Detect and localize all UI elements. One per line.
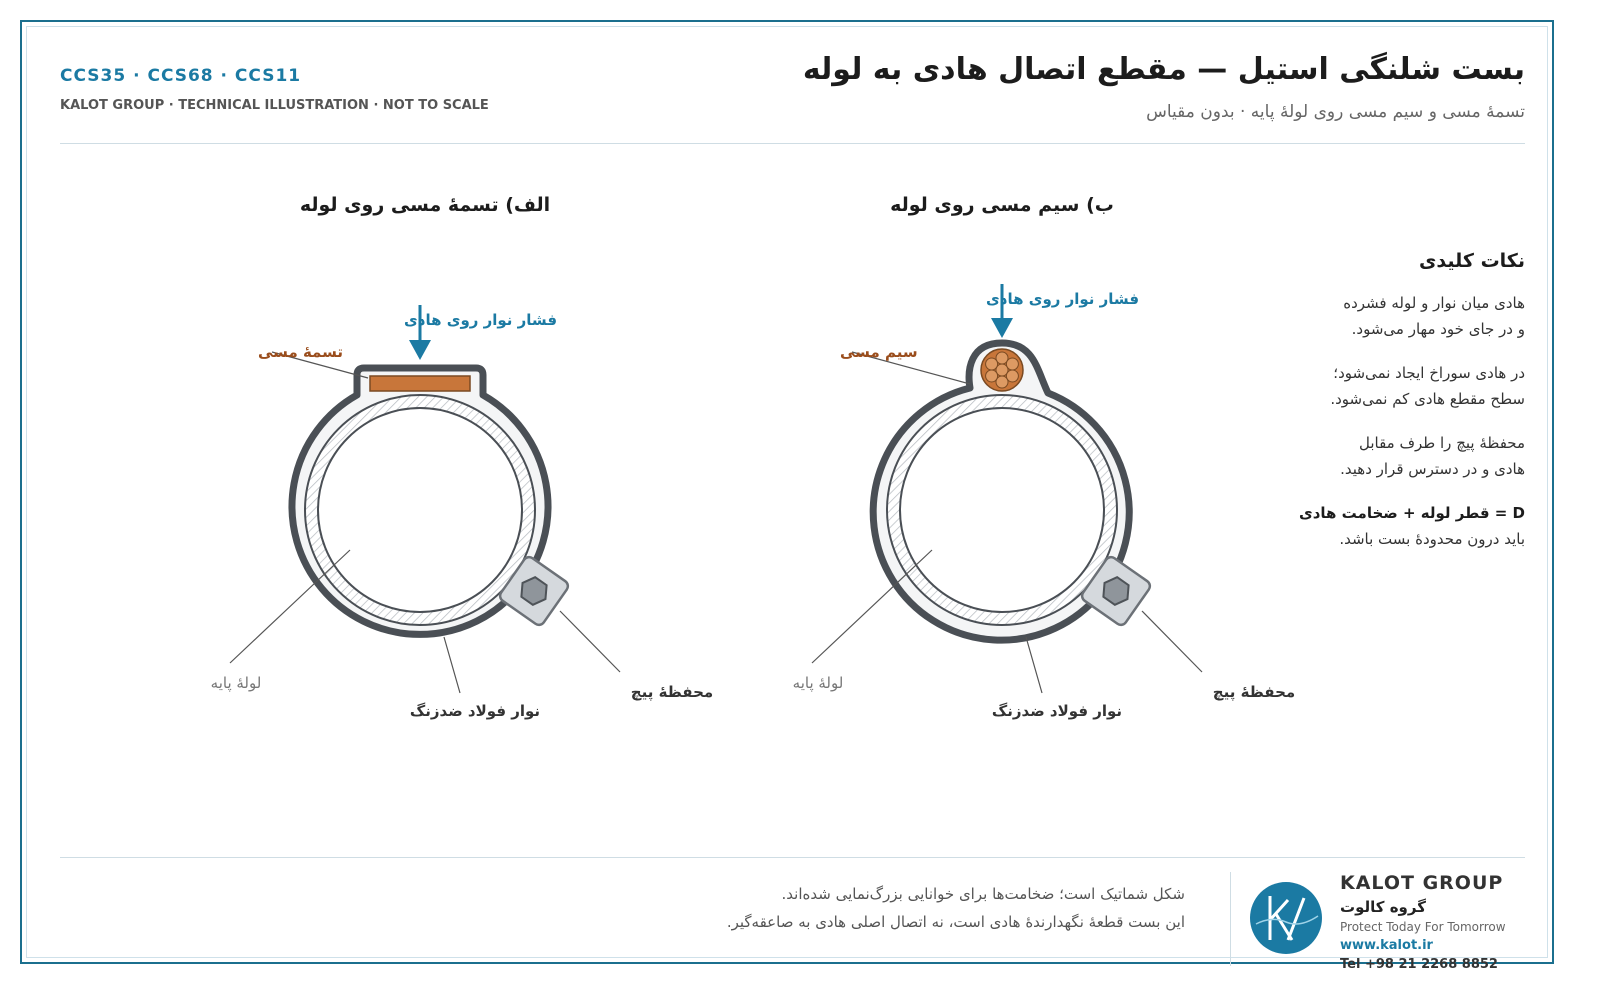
brand-name-en: KALOT GROUP xyxy=(1340,872,1504,894)
diagram-a-screw-label: محفظهٔ پیچ xyxy=(630,683,714,701)
note-line: و در جای خود مهار می‌شود. xyxy=(1351,320,1525,338)
note-item xyxy=(1265,430,1525,482)
diagram-a-pipe-label: لولهٔ پایه xyxy=(210,674,262,692)
arrow-down-icon xyxy=(991,318,1013,338)
diagram-a-band-label: نوار فولاد ضدزنگ xyxy=(409,702,541,720)
note-line: در هادی سوراخ ایجاد نمی‌شود؛ xyxy=(1333,364,1525,382)
diagram-b xyxy=(793,194,1296,720)
diagram-b-copper-label: سیم مسی xyxy=(840,343,918,361)
diagram-b-heading: ب) سیم مسی روی لوله xyxy=(890,194,1114,216)
diagram-b-screw-label: محفظهٔ پیچ xyxy=(1212,683,1296,701)
brand-phone: Tel +98 21 2268 8852 xyxy=(1340,957,1498,972)
diagram-b-pipe-bore xyxy=(900,408,1104,612)
note-line: هادی و در دسترس قرار دهید. xyxy=(1340,460,1525,478)
footer-line: این بست قطعهٔ نگهدارندهٔ هادی است، نه اتصال اصلی هادی به صاعقه‌گیر. xyxy=(726,913,1185,931)
note-formula: D = قطر لوله + ضخامت هادی xyxy=(1298,504,1525,522)
diagram-a xyxy=(211,194,714,720)
footer-notes xyxy=(727,880,1185,936)
note-line: هادی میان نوار و لوله فشرده xyxy=(1343,294,1525,312)
diagram-a-copper-label: تسمهٔ مسی xyxy=(258,343,343,361)
diagram-a-copper-strip xyxy=(370,376,470,391)
diagram-a-pipe-bore xyxy=(318,408,522,612)
key-notes xyxy=(1265,250,1525,570)
diagram-b-pressure-label: فشار نوار روی هادی xyxy=(986,290,1140,308)
footer-divider xyxy=(60,857,1525,858)
diagram-a-pressure-label: فشار نوار روی هادی xyxy=(404,311,558,329)
arrow-down-icon xyxy=(409,340,431,360)
diagram-a-heading: الف) تسمهٔ مسی روی لوله xyxy=(299,194,551,216)
kalot-logo-icon xyxy=(1248,880,1324,956)
brand-website-link[interactable]: www.kalot.ir xyxy=(1340,938,1433,953)
page-title: بست شلنگی استیل — مقطع اتصال هادی به لوله xyxy=(802,52,1525,87)
product-codes: CCS35 · CCS68 · CCS11 xyxy=(60,66,302,86)
brand-divider xyxy=(1230,872,1231,966)
note-line: باید درون محدودهٔ بست باشد. xyxy=(1339,530,1525,548)
header-tagline: KALOT GROUP · TECHNICAL ILLUSTRATION · NOT TO SCALE xyxy=(60,98,489,113)
diagram-b-band-label: نوار فولاد ضدزنگ xyxy=(991,702,1123,720)
note-line: سطح مقطع هادی کم نمی‌شود. xyxy=(1330,390,1525,408)
diagram-b-pipe-label: لولهٔ پایه xyxy=(792,674,844,692)
note-item xyxy=(1265,290,1525,342)
brand-slogan: Protect Today For Tomorrow xyxy=(1340,920,1506,934)
brand-name-fa: گروه کالوت xyxy=(1340,898,1426,916)
note-item xyxy=(1265,500,1525,552)
page-subtitle: تسمهٔ مسی و سیم مسی روی لولهٔ پایه · بدون مقیاس xyxy=(1146,102,1525,122)
note-item xyxy=(1265,360,1525,412)
key-notes-heading: نکات کلیدی xyxy=(1419,250,1525,272)
brand-block xyxy=(1340,872,1506,972)
diagram-b-copper-wire xyxy=(981,349,1023,391)
footer-line: شکل شماتیک است؛ ضخامت‌ها برای خوانایی بزرگ‌نمایی شده‌اند. xyxy=(781,885,1185,903)
note-line: محفظهٔ پیچ را طرف مقابل xyxy=(1358,434,1525,452)
